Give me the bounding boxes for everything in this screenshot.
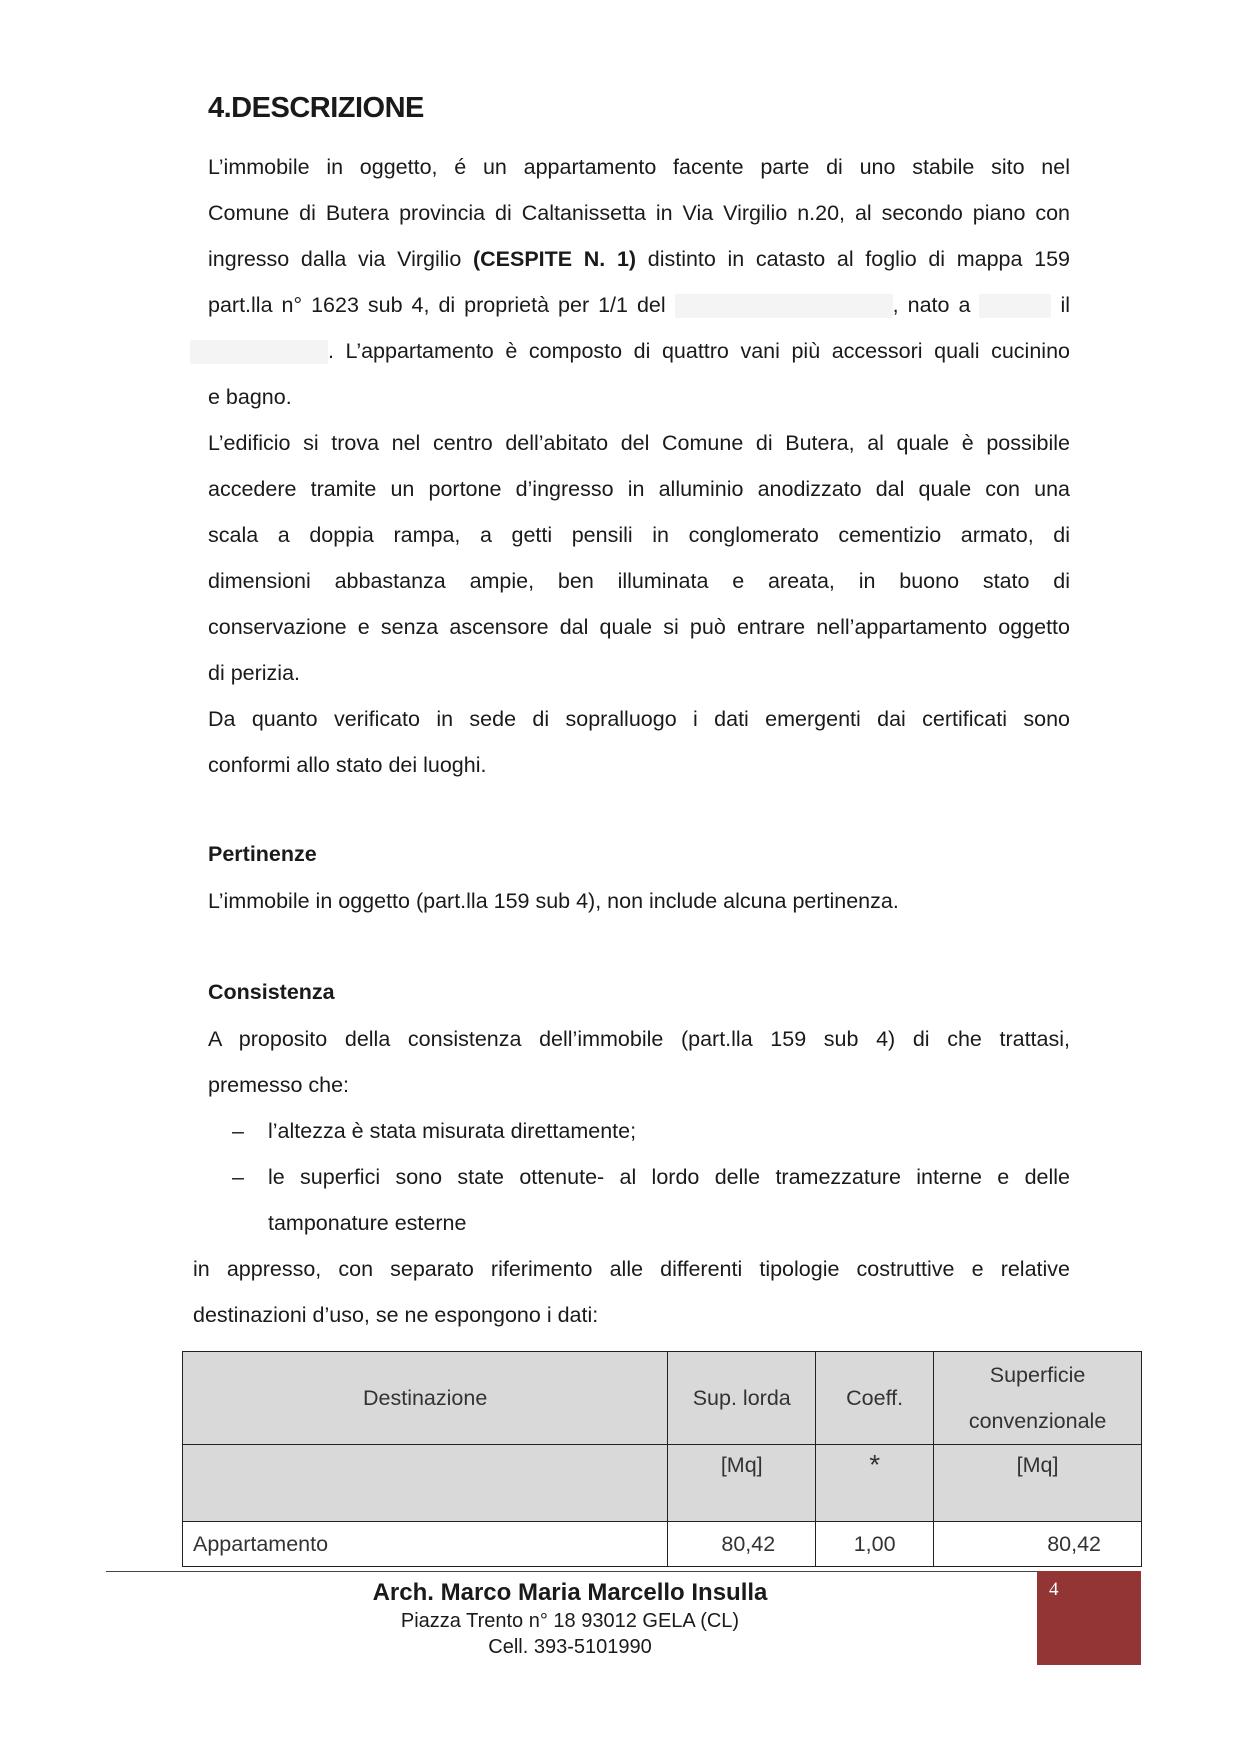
paragraph-line: L’edificio si trova nel centro dell’abitato del Comune di Butera, al quale è possibile	[208, 431, 1070, 455]
consistency-table	[182, 1351, 1142, 1567]
description-paragraph-2	[208, 420, 1070, 696]
page-number: 4	[1049, 1579, 1059, 1600]
line-text: ingresso dalla via Virgilio	[208, 247, 462, 271]
consistenza-intro	[208, 1016, 1070, 1108]
paragraph-line: conservazione e senza ascensore dal quale si può entrare nell’appartamento oggetto	[208, 615, 1070, 639]
cell-superficie: 80,42	[934, 1522, 1142, 1567]
paragraph-line: A proposito della consistenza dell’immobile (part.lla 159 sub 4) di che trattasi,	[208, 1027, 1070, 1051]
paragraph-line: Comune di Butera provincia di Caltanissetta in Via Virgilio n.20, al secondo piano con	[208, 201, 1070, 225]
paragraph-line: scala a doppia rampa, a getti pensili in conglomerato cementizio armato, di	[208, 523, 1070, 547]
paragraph-line: Da quanto verificato in sede di sopralluogo i dati emergenti dai certificati sono	[208, 707, 1070, 731]
line-text: , nato a	[892, 293, 971, 317]
unit-sup-lorda: [Mq]	[668, 1445, 816, 1522]
list-item	[232, 1154, 1070, 1246]
footer-divider	[106, 1571, 1040, 1572]
header-line: Superficie	[989, 1363, 1086, 1387]
table-units-row	[183, 1445, 1142, 1522]
line-text: distinto in catasto al foglio di mappa 159	[647, 247, 1071, 271]
list-item-text: tamponature esterne	[268, 1211, 467, 1235]
paragraph-line	[190, 328, 1070, 374]
cell-coeff: 1,00	[816, 1522, 934, 1567]
list-item-text: le superfici sono state ottenute- al lordo delle tramezzature interne e delle	[268, 1165, 1070, 1189]
paragraph-line: L’immobile in oggetto (part.lla 159 sub 4), non include alcuna pertinenza.	[208, 889, 899, 913]
description-paragraph-1	[208, 144, 1070, 420]
cell-destinazione: Appartamento	[183, 1522, 668, 1567]
paragraph-line: premesso che:	[208, 1073, 350, 1097]
paragraph-line: conformi allo stato dei luoghi.	[208, 753, 487, 777]
pertinenze-heading: Pertinenze	[208, 842, 317, 866]
line-text: part.lla n° 1623 sub 4, di proprietà per 1/1 del	[208, 293, 666, 317]
paragraph-line: e bagno.	[208, 385, 292, 409]
paragraph-line: di perizia.	[208, 661, 301, 685]
list-item	[232, 1108, 1070, 1154]
paragraph-line	[208, 236, 1070, 282]
list-item-text: l’altezza è stata misurata direttamente;	[268, 1119, 637, 1143]
footer-letterhead	[300, 1578, 840, 1660]
pertinenze-text	[208, 878, 1070, 924]
consistenza-lead	[193, 1246, 1070, 1338]
consistenza-heading: Consistenza	[208, 980, 335, 1004]
header-line: convenzionale	[968, 1409, 1107, 1433]
line-text: . L’appartamento è composto di quattro vani più accessori quali cucinino	[328, 339, 1070, 363]
footer-name: Arch. Marco Maria Marcello Insulla	[372, 1579, 768, 1606]
redacted-birthdate	[190, 340, 328, 364]
footer-address: Piazza Trento n° 18 93012 GELA (CL)	[400, 1610, 740, 1632]
page-number-box	[1037, 1571, 1141, 1665]
paragraph-line: accedere tramite un portone d’ingresso in alluminio anodizzato dal quale con una	[208, 477, 1070, 501]
redacted-owner-name	[675, 294, 893, 318]
unit-destinazione	[183, 1445, 668, 1522]
description-paragraph-3	[208, 696, 1070, 788]
cespite-label: (CESPITE N. 1)	[472, 247, 637, 271]
footer-phone: Cell. 393-5101990	[488, 1636, 652, 1658]
paragraph-line: destinazioni d’uso, se ne espongono i dati:	[193, 1303, 599, 1327]
dash-bullet: –	[232, 1165, 244, 1189]
paragraph-line: L’immobile in oggetto, é un appartamento facente parte di uno stabile sito nel	[208, 155, 1070, 179]
unit-superficie: [Mq]	[934, 1445, 1142, 1522]
table-header-row	[183, 1352, 1142, 1445]
table-row	[183, 1522, 1142, 1567]
line-text: il	[1060, 293, 1070, 317]
section-title: 4.DESCRIZIONE	[208, 92, 424, 124]
header-coeff: Coeff.	[816, 1352, 934, 1445]
paragraph-line	[208, 282, 1070, 328]
paragraph-line: dimensioni abbastanza ampie, ben illuminata e areata, in buono stato di	[208, 569, 1070, 593]
dash-bullet: –	[232, 1119, 244, 1143]
cell-sup-lorda: 80,42	[668, 1522, 816, 1567]
header-destinazione: Destinazione	[183, 1352, 668, 1445]
unit-coeff: *	[816, 1445, 934, 1522]
redacted-birthplace	[979, 294, 1051, 318]
header-sup-lorda: Sup. lorda	[668, 1352, 816, 1445]
header-superficie-convenzionale	[934, 1352, 1142, 1445]
paragraph-line: in appresso, con separato riferimento alle differenti tipologie costruttive e relative	[193, 1257, 1070, 1281]
